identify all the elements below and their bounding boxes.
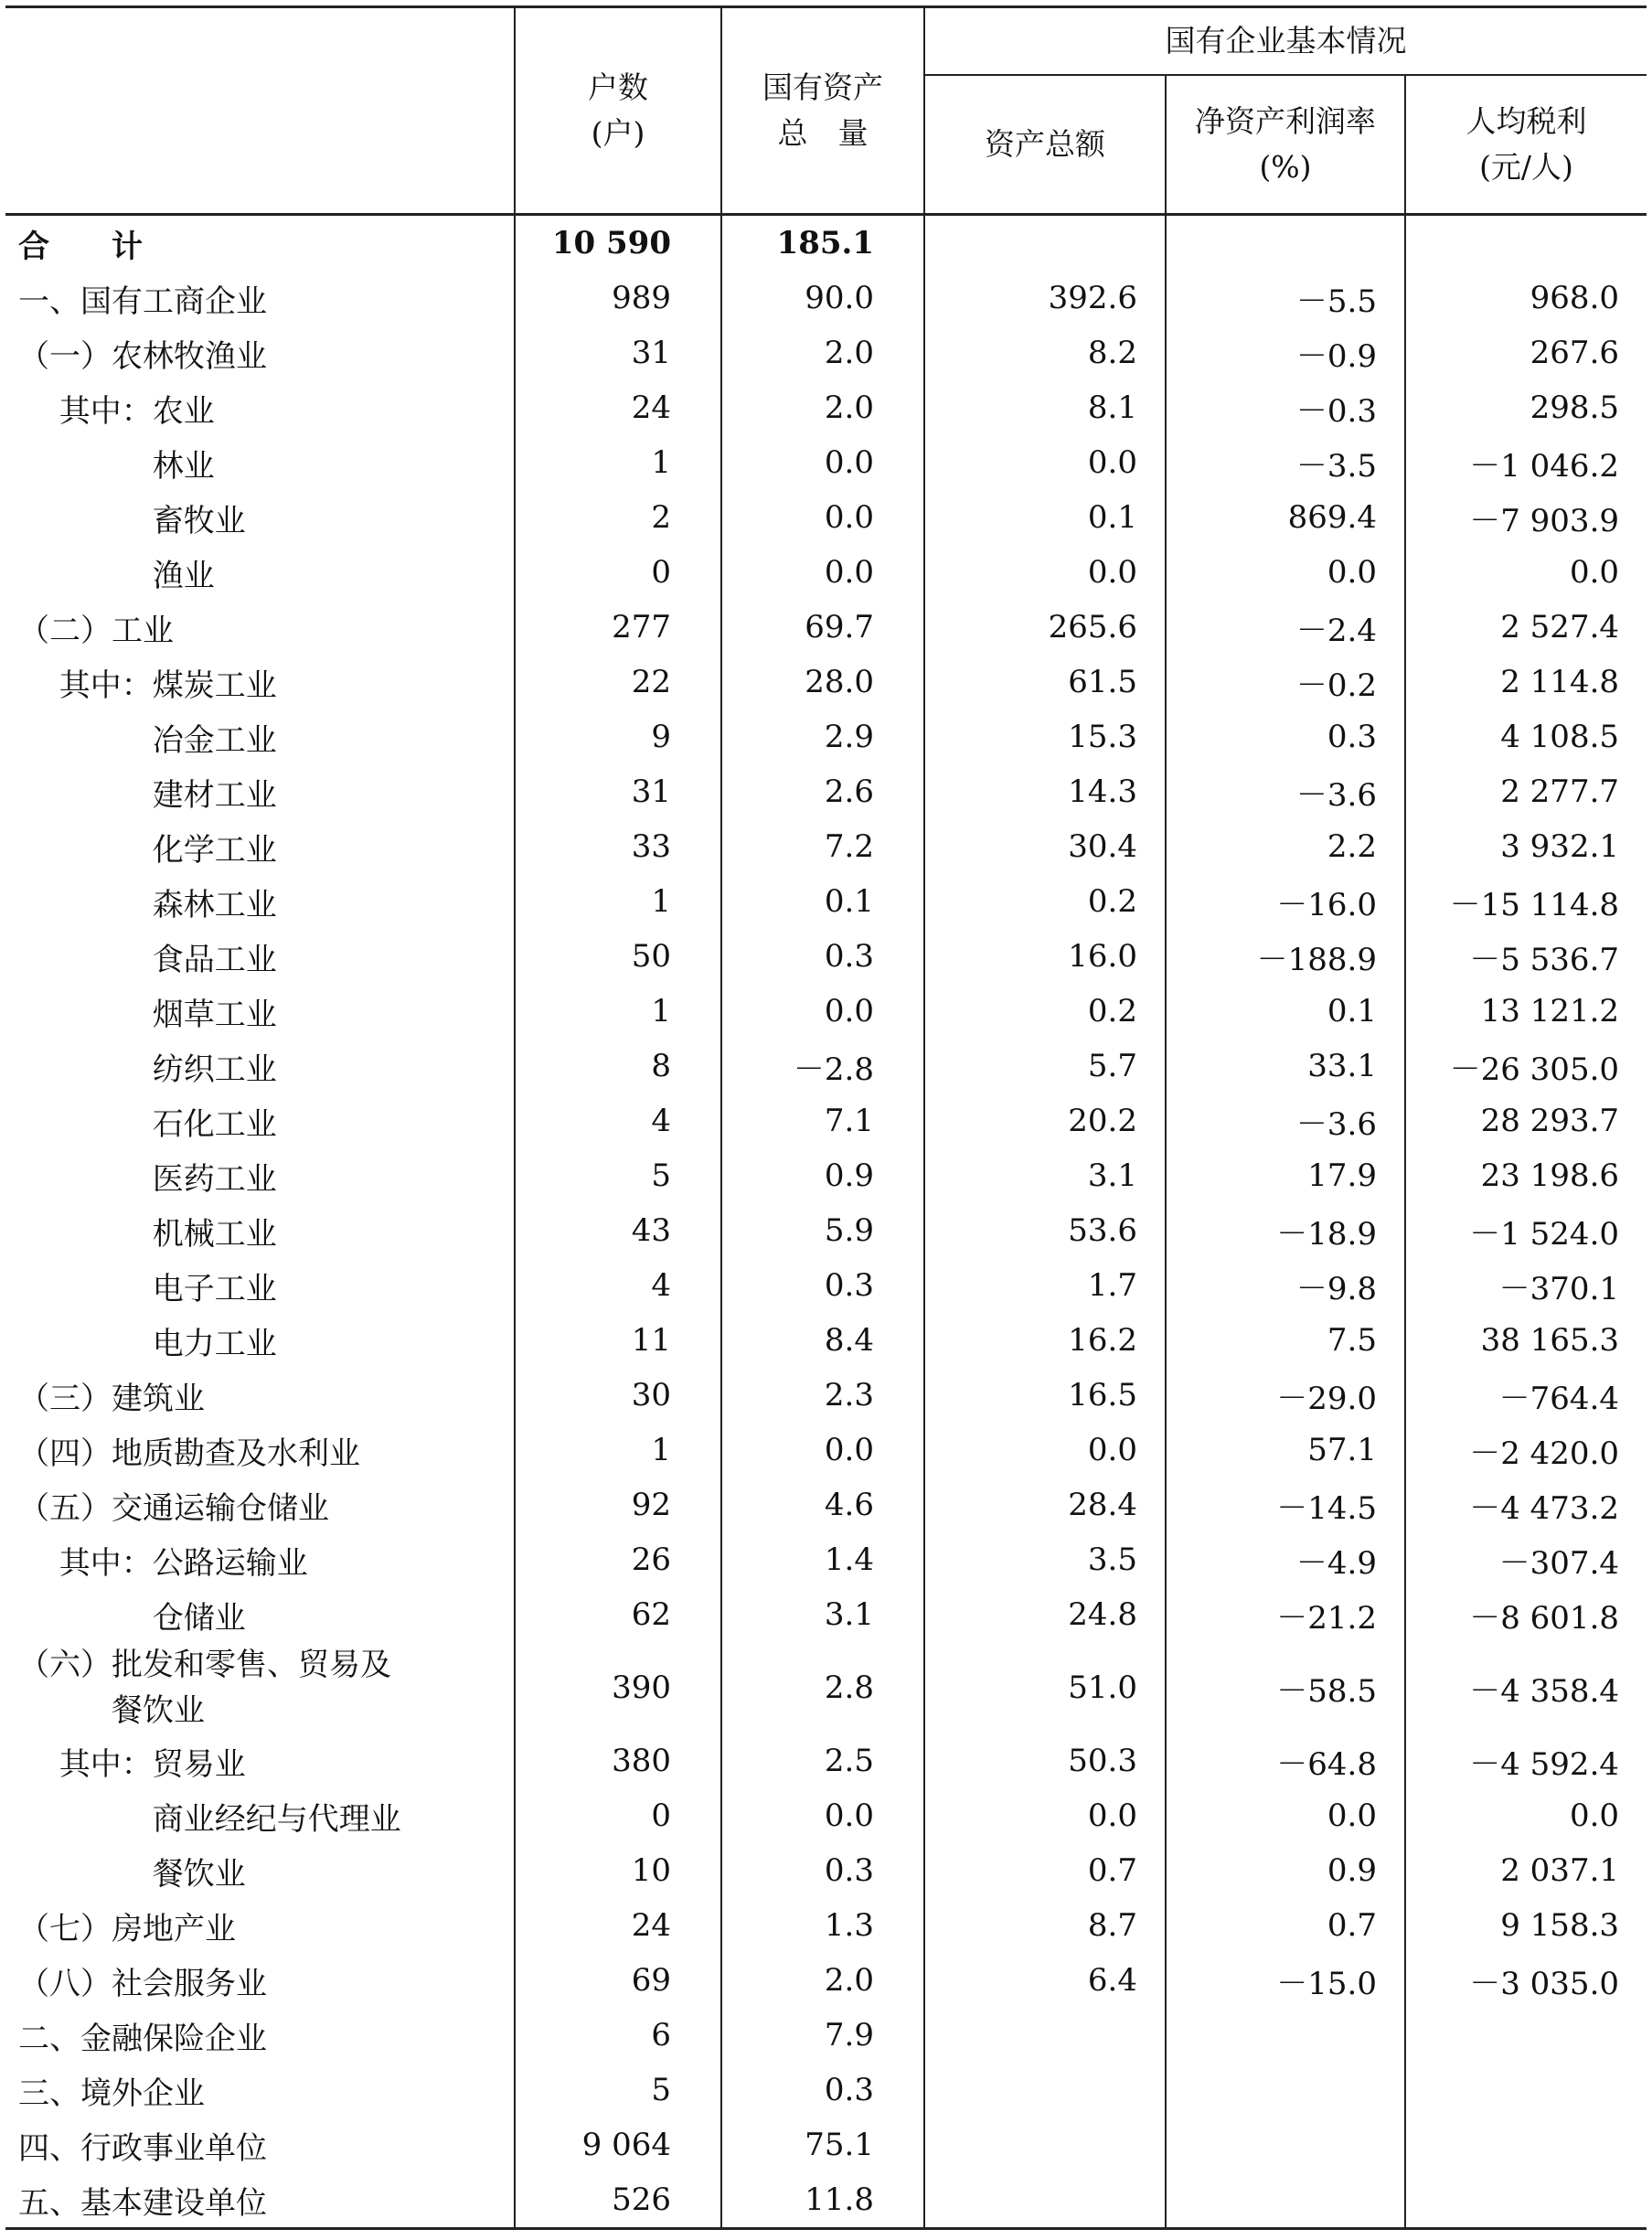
row-tax-per-person: －26 305.0 — [1405, 1039, 1647, 1093]
row-total-assets: 3.1 — [924, 1148, 1166, 1203]
row-state-assets: 2.8 — [721, 1642, 924, 1733]
row-state-assets: 0.3 — [721, 929, 924, 984]
row-state-assets: 28.0 — [721, 655, 924, 709]
row-total-assets: 5.7 — [924, 1039, 1166, 1093]
row-tax-per-person: 28 293.7 — [1405, 1093, 1647, 1148]
row-households: 92 — [515, 1477, 721, 1532]
row-name: 五、基本建设单位 — [5, 2172, 515, 2229]
row-state-assets: 1.3 — [721, 1898, 924, 1953]
row-households: 24 — [515, 1898, 721, 1953]
row-total-assets — [924, 2008, 1166, 2063]
row-state-assets: 2.0 — [721, 380, 924, 435]
row-households: 9 064 — [515, 2117, 721, 2172]
row-total-assets — [924, 2063, 1166, 2117]
row-net-profit-rate: 7.5 — [1166, 1313, 1405, 1368]
row-tax-per-person: 2 527.4 — [1405, 600, 1647, 655]
row-net-profit-rate: －0.3 — [1166, 380, 1405, 435]
header-net-profit-rate: 净资产利润率 (%) — [1166, 75, 1405, 215]
row-net-profit-rate: －5.5 — [1166, 271, 1405, 325]
row-households: 10 590 — [515, 215, 721, 272]
table-row — [5, 2063, 1647, 2117]
row-tax-per-person: 9 158.3 — [1405, 1898, 1647, 1953]
row-total-assets: 1.7 — [924, 1258, 1166, 1313]
row-net-profit-rate: 0.0 — [1166, 545, 1405, 600]
row-state-assets: 2.9 — [721, 709, 924, 764]
row-households: 5 — [515, 1148, 721, 1203]
row-tax-per-person: 0.0 — [1405, 545, 1647, 600]
row-state-assets: 0.0 — [721, 984, 924, 1039]
row-name: 一、国有工商企业 — [18, 283, 267, 320]
row-tax-per-person: －370.1 — [1405, 1258, 1647, 1313]
row-tax-per-person: －1 524.0 — [1405, 1203, 1647, 1258]
row-state-assets: 0.0 — [721, 545, 924, 600]
row-name: 餐饮业 — [18, 1855, 246, 1893]
row-households: 5 — [515, 2063, 721, 2117]
row-name: 机械工业 — [18, 1215, 277, 1253]
row-state-assets: 0.3 — [721, 1843, 924, 1898]
row-name: 电子工业 — [18, 1270, 277, 1307]
row-name: 商业经纪与代理业 — [18, 1800, 401, 1838]
row-households: 390 — [515, 1642, 721, 1733]
row-name: （五）交通运输仓储业 — [18, 1489, 329, 1527]
row-net-profit-rate: －15.0 — [1166, 1953, 1405, 2008]
row-households: 0 — [515, 1788, 721, 1843]
row-total-assets: 8.7 — [924, 1898, 1166, 1953]
row-state-assets: 7.2 — [721, 819, 924, 874]
row-households: 30 — [515, 1368, 721, 1423]
row-state-assets: 7.9 — [721, 2008, 924, 2063]
table-row — [5, 435, 1647, 490]
row-name: （六）批发和零售、贸易及 餐饮业 — [18, 1647, 391, 1729]
row-households: 62 — [515, 1587, 721, 1642]
table-row — [5, 1642, 1647, 1733]
row-name: 仓储业 — [18, 1599, 246, 1637]
row-tax-per-person: －4 473.2 — [1405, 1477, 1647, 1532]
row-net-profit-rate: 0.3 — [1166, 709, 1405, 764]
row-state-assets: 0.3 — [721, 2063, 924, 2117]
row-tax-per-person — [1405, 215, 1647, 272]
row-tax-per-person: －764.4 — [1405, 1368, 1647, 1423]
row-state-assets: 2.6 — [721, 764, 924, 819]
row-state-assets: 1.4 — [721, 1532, 924, 1587]
row-name: 三、境外企业 — [18, 2075, 205, 2112]
table-row — [5, 874, 1647, 929]
row-state-assets: 0.0 — [721, 1788, 924, 1843]
row-total-assets: 265.6 — [924, 600, 1166, 655]
row-total-assets: 51.0 — [924, 1642, 1166, 1733]
table-row — [5, 1368, 1647, 1423]
table-row — [5, 929, 1647, 984]
header-tax-per-person: 人均税利 (元/人) — [1405, 75, 1647, 215]
row-households: 11 — [515, 1313, 721, 1368]
row-name: （二）工业 — [18, 612, 174, 649]
table-row — [5, 1423, 1647, 1477]
row-total-assets: 16.0 — [924, 929, 1166, 984]
row-total-assets: 0.0 — [924, 1423, 1166, 1477]
row-households: 69 — [515, 1953, 721, 2008]
row-total-assets: 6.4 — [924, 1953, 1166, 2008]
table-row — [5, 1532, 1647, 1587]
row-tax-per-person — [1405, 2063, 1647, 2117]
row-name: （七）房地产业 — [18, 1910, 236, 1947]
row-state-assets: 185.1 — [721, 215, 924, 272]
row-name: 建材工业 — [18, 776, 277, 814]
row-net-profit-rate: －3.5 — [1166, 435, 1405, 490]
row-state-assets: 90.0 — [721, 271, 924, 325]
row-tax-per-person: 13 121.2 — [1405, 984, 1647, 1039]
table-row — [5, 1587, 1647, 1642]
table-row — [5, 325, 1647, 380]
row-name: 其中：公路运输业 — [18, 1544, 308, 1582]
row-total-assets: 28.4 — [924, 1477, 1166, 1532]
row-name: 石化工业 — [18, 1105, 277, 1143]
row-total-assets: 392.6 — [924, 271, 1166, 325]
row-total-assets: 8.1 — [924, 380, 1166, 435]
row-state-assets: 75.1 — [721, 2117, 924, 2172]
row-state-assets: 0.0 — [721, 490, 924, 545]
table-row — [5, 709, 1647, 764]
row-state-assets: 5.9 — [721, 1203, 924, 1258]
row-total-assets: 20.2 — [924, 1093, 1166, 1148]
row-name: （一）农林牧渔业 — [18, 337, 267, 375]
row-households: 10 — [515, 1843, 721, 1898]
row-total-assets: 14.3 — [924, 764, 1166, 819]
row-state-assets: 0.0 — [721, 1423, 924, 1477]
row-total-assets: 0.2 — [924, 874, 1166, 929]
row-net-profit-rate: －0.9 — [1166, 325, 1405, 380]
row-households: 0 — [515, 545, 721, 600]
table-row — [5, 1203, 1647, 1258]
row-total-assets — [924, 215, 1166, 272]
row-net-profit-rate: －18.9 — [1166, 1203, 1405, 1258]
row-total-assets: 24.8 — [924, 1587, 1166, 1642]
row-net-profit-rate: －64.8 — [1166, 1733, 1405, 1788]
row-name: 冶金工业 — [18, 721, 277, 759]
row-total-assets: 0.7 — [924, 1843, 1166, 1898]
row-net-profit-rate: －14.5 — [1166, 1477, 1405, 1532]
row-households: 277 — [515, 600, 721, 655]
table-row — [5, 1843, 1647, 1898]
row-tax-per-person: －2 420.0 — [1405, 1423, 1647, 1477]
row-net-profit-rate — [1166, 215, 1405, 272]
row-net-profit-rate: 2.2 — [1166, 819, 1405, 874]
row-state-assets: 7.1 — [721, 1093, 924, 1148]
row-tax-per-person — [1405, 2117, 1647, 2172]
row-net-profit-rate: －9.8 — [1166, 1258, 1405, 1313]
row-tax-per-person: 0.0 — [1405, 1788, 1647, 1843]
row-households: 26 — [515, 1532, 721, 1587]
header-basic-group: 国有企业基本情况 — [924, 7, 1647, 76]
table-row — [5, 819, 1647, 874]
row-total-assets: 0.0 — [924, 435, 1166, 490]
row-tax-per-person: 968.0 — [1405, 271, 1647, 325]
row-net-profit-rate: 869.4 — [1166, 490, 1405, 545]
row-state-assets: 11.8 — [721, 2172, 924, 2229]
row-name: 渔业 — [18, 557, 215, 594]
table-row — [5, 1898, 1647, 1953]
row-name: 纺织工业 — [18, 1051, 277, 1088]
row-households: 22 — [515, 655, 721, 709]
row-state-assets: 0.9 — [721, 1148, 924, 1203]
row-net-profit-rate: 0.1 — [1166, 984, 1405, 1039]
row-tax-per-person: 2 037.1 — [1405, 1843, 1647, 1898]
table-row — [5, 1733, 1647, 1788]
row-net-profit-rate — [1166, 2008, 1405, 2063]
row-net-profit-rate: －29.0 — [1166, 1368, 1405, 1423]
row-state-assets: 2.5 — [721, 1733, 924, 1788]
row-tax-per-person — [1405, 2008, 1647, 2063]
row-name: 森林工业 — [18, 886, 277, 923]
row-households: 6 — [515, 2008, 721, 2063]
row-total-assets: 53.6 — [924, 1203, 1166, 1258]
row-households: 4 — [515, 1258, 721, 1313]
row-name: 医药工业 — [18, 1160, 277, 1198]
row-households: 1 — [515, 984, 721, 1039]
row-households: 1 — [515, 1423, 721, 1477]
row-tax-per-person: 3 932.1 — [1405, 819, 1647, 874]
table-row — [5, 2008, 1647, 2063]
row-name: 其中：农业 — [18, 392, 215, 430]
row-state-assets: 2.3 — [721, 1368, 924, 1423]
row-households: 380 — [515, 1733, 721, 1788]
table-row — [5, 271, 1647, 325]
table-row — [5, 984, 1647, 1039]
row-net-profit-rate: －16.0 — [1166, 874, 1405, 929]
row-name: 电力工业 — [18, 1325, 277, 1362]
row-name: 烟草工业 — [18, 996, 277, 1033]
row-state-assets: 4.6 — [721, 1477, 924, 1532]
row-name: 畜牧业 — [18, 502, 246, 539]
row-tax-per-person: －4 592.4 — [1405, 1733, 1647, 1788]
row-net-profit-rate: －4.9 — [1166, 1532, 1405, 1587]
table-row — [5, 1477, 1647, 1532]
row-name: 食品工业 — [18, 941, 277, 978]
row-households: 2 — [515, 490, 721, 545]
row-total-assets: 8.2 — [924, 325, 1166, 380]
header-households: 户数 (户) — [515, 7, 721, 215]
row-households: 50 — [515, 929, 721, 984]
row-net-profit-rate: －0.2 — [1166, 655, 1405, 709]
state-assets-table — [5, 5, 1647, 2230]
row-net-profit-rate — [1166, 2063, 1405, 2117]
row-tax-per-person: 267.6 — [1405, 325, 1647, 380]
row-state-assets: 2.0 — [721, 1953, 924, 2008]
row-households: 4 — [515, 1093, 721, 1148]
row-households: 8 — [515, 1039, 721, 1093]
row-net-profit-rate: 17.9 — [1166, 1148, 1405, 1203]
table-row — [5, 2117, 1647, 2172]
row-net-profit-rate: 33.1 — [1166, 1039, 1405, 1093]
table-body — [5, 215, 1647, 2229]
row-net-profit-rate: 57.1 — [1166, 1423, 1405, 1477]
row-total-assets: 15.3 — [924, 709, 1166, 764]
row-name: 化学工业 — [18, 831, 277, 869]
row-net-profit-rate: 0.0 — [1166, 1788, 1405, 1843]
row-name: 林业 — [18, 447, 215, 485]
row-households: 24 — [515, 380, 721, 435]
header-blank-cell — [5, 7, 515, 215]
row-state-assets: 69.7 — [721, 600, 924, 655]
row-households: 31 — [515, 764, 721, 819]
table-row — [5, 1953, 1647, 2008]
row-net-profit-rate: －3.6 — [1166, 764, 1405, 819]
row-tax-per-person: －5 536.7 — [1405, 929, 1647, 984]
row-tax-per-person: －307.4 — [1405, 1532, 1647, 1587]
row-name: 合 计 — [5, 215, 515, 272]
row-net-profit-rate: －21.2 — [1166, 1587, 1405, 1642]
row-state-assets: 8.4 — [721, 1313, 924, 1368]
row-state-assets: 0.3 — [721, 1258, 924, 1313]
statistics-table-page — [5, 5, 1647, 2235]
row-net-profit-rate: 0.9 — [1166, 1843, 1405, 1898]
row-households: 9 — [515, 709, 721, 764]
table-header — [5, 7, 1647, 215]
row-tax-per-person: 4 108.5 — [1405, 709, 1647, 764]
row-tax-per-person: －3 035.0 — [1405, 1953, 1647, 2008]
row-households: 43 — [515, 1203, 721, 1258]
row-tax-per-person: 38 165.3 — [1405, 1313, 1647, 1368]
row-name: 其中：贸易业 — [18, 1745, 246, 1783]
row-total-assets: 0.2 — [924, 984, 1166, 1039]
row-households: 989 — [515, 271, 721, 325]
row-tax-per-person: 2 114.8 — [1405, 655, 1647, 709]
row-total-assets: 50.3 — [924, 1733, 1166, 1788]
table-row — [5, 215, 1647, 272]
table-row — [5, 545, 1647, 600]
table-row — [5, 1039, 1647, 1093]
row-tax-per-person: 23 198.6 — [1405, 1148, 1647, 1203]
table-row — [5, 490, 1647, 545]
row-households: 1 — [515, 435, 721, 490]
row-total-assets: 16.5 — [924, 1368, 1166, 1423]
row-tax-per-person: －1 046.2 — [1405, 435, 1647, 490]
row-state-assets: 0.0 — [721, 435, 924, 490]
row-name: 二、金融保险企业 — [18, 2020, 267, 2057]
table-row — [5, 1148, 1647, 1203]
row-total-assets: 0.1 — [924, 490, 1166, 545]
row-net-profit-rate — [1166, 2172, 1405, 2229]
row-net-profit-rate — [1166, 2117, 1405, 2172]
row-total-assets: 16.2 — [924, 1313, 1166, 1368]
row-households: 33 — [515, 819, 721, 874]
header-state-assets: 国有资产 总 量 — [721, 7, 924, 215]
row-state-assets: 0.1 — [721, 874, 924, 929]
row-tax-per-person — [1405, 2172, 1647, 2229]
row-name: 其中：煤炭工业 — [18, 667, 277, 704]
table-row — [5, 600, 1647, 655]
row-net-profit-rate: －3.6 — [1166, 1093, 1405, 1148]
row-tax-per-person: －15 114.8 — [1405, 874, 1647, 929]
row-households: 526 — [515, 2172, 721, 2229]
row-name: 四、行政事业单位 — [18, 2129, 267, 2167]
row-tax-per-person: 2 277.7 — [1405, 764, 1647, 819]
row-total-assets: 0.0 — [924, 545, 1166, 600]
row-total-assets: 30.4 — [924, 819, 1166, 874]
row-net-profit-rate: －58.5 — [1166, 1642, 1405, 1733]
row-tax-per-person: －8 601.8 — [1405, 1587, 1647, 1642]
table-row — [5, 1788, 1647, 1843]
row-name: （三）建筑业 — [18, 1380, 205, 1417]
row-tax-per-person: －7 903.9 — [1405, 490, 1647, 545]
row-net-profit-rate: 0.7 — [1166, 1898, 1405, 1953]
row-households: 31 — [515, 325, 721, 380]
row-total-assets — [924, 2117, 1166, 2172]
table-row — [5, 2172, 1647, 2229]
row-total-assets: 3.5 — [924, 1532, 1166, 1587]
table-row — [5, 1093, 1647, 1148]
row-tax-per-person: －4 358.4 — [1405, 1642, 1647, 1733]
row-total-assets — [924, 2172, 1166, 2229]
row-state-assets: 3.1 — [721, 1587, 924, 1642]
table-row — [5, 380, 1647, 435]
table-row — [5, 1313, 1647, 1368]
header-total-assets: 资产总额 — [924, 75, 1166, 215]
row-state-assets: －2.8 — [721, 1039, 924, 1093]
row-name: （四）地质勘查及水利业 — [18, 1435, 360, 1472]
table-row — [5, 764, 1647, 819]
row-total-assets: 0.0 — [924, 1788, 1166, 1843]
row-total-assets: 61.5 — [924, 655, 1166, 709]
row-tax-per-person: 298.5 — [1405, 380, 1647, 435]
row-net-profit-rate: －188.9 — [1166, 929, 1405, 984]
row-state-assets: 2.0 — [721, 325, 924, 380]
table-row — [5, 655, 1647, 709]
row-households: 1 — [515, 874, 721, 929]
table-row — [5, 1258, 1647, 1313]
row-name: （八）社会服务业 — [18, 1965, 267, 2002]
row-net-profit-rate: －2.4 — [1166, 600, 1405, 655]
